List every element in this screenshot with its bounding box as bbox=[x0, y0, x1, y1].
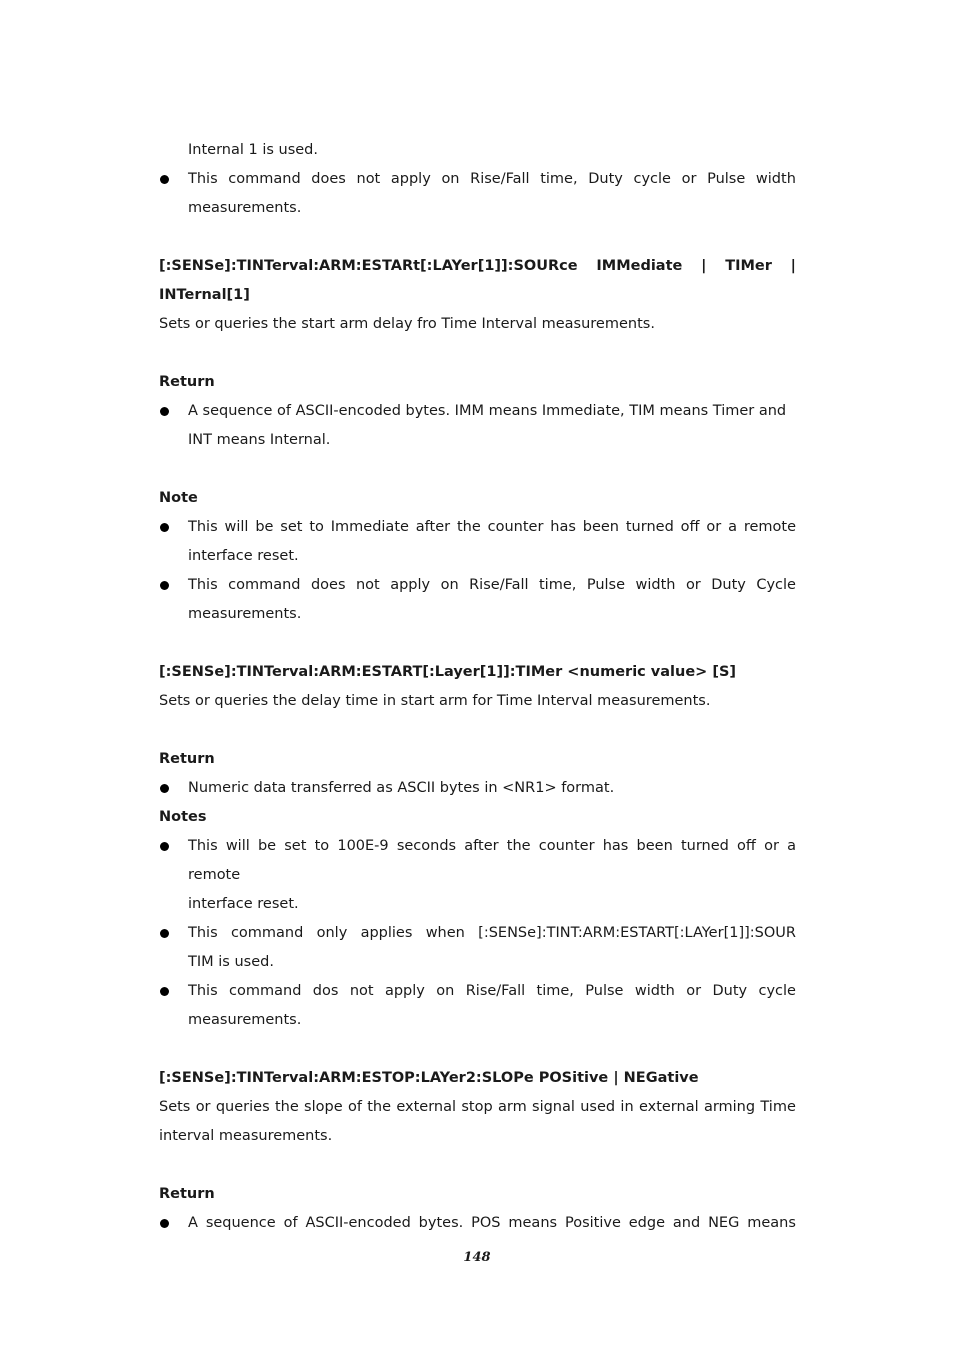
word: command bbox=[228, 577, 301, 593]
list-item bbox=[159, 571, 796, 629]
list-item-line: interface reset. bbox=[188, 548, 299, 564]
word: apply bbox=[390, 171, 431, 187]
word: not bbox=[349, 983, 374, 999]
word: Rise/Fall bbox=[470, 171, 530, 187]
justified-line bbox=[188, 571, 796, 600]
list-item bbox=[159, 774, 796, 803]
bullet-icon bbox=[160, 407, 169, 416]
list-item bbox=[159, 1209, 796, 1238]
word: time, bbox=[539, 577, 577, 593]
list-item bbox=[159, 165, 796, 223]
word: or bbox=[686, 983, 702, 999]
word: of bbox=[347, 1099, 362, 1115]
word: Duty bbox=[712, 983, 748, 999]
word: on bbox=[440, 577, 459, 593]
word: command bbox=[230, 925, 304, 941]
bullet-icon bbox=[160, 175, 169, 184]
list-item bbox=[159, 397, 796, 455]
word: Rise/Fall bbox=[465, 983, 526, 999]
word: not bbox=[356, 171, 381, 187]
section-heading: [:SENSe]:TINTerval:ARM:ESTOP:LAYer2:SLOPe POSitive | NEGative bbox=[159, 1070, 699, 1086]
list-item-line: measurements. bbox=[188, 200, 302, 216]
word: IMMediate bbox=[596, 258, 683, 274]
word: external bbox=[638, 1099, 699, 1115]
word: command bbox=[229, 983, 302, 999]
word: This bbox=[188, 925, 218, 941]
word: or bbox=[681, 171, 697, 187]
description-line: interval measurements. bbox=[159, 1128, 333, 1144]
word: set bbox=[280, 519, 303, 535]
word: This bbox=[188, 983, 218, 999]
list-item bbox=[159, 832, 796, 919]
section-heading bbox=[159, 252, 796, 310]
word: dos bbox=[312, 983, 339, 999]
section-description bbox=[159, 1093, 796, 1151]
word: or bbox=[685, 577, 701, 593]
bullet-icon bbox=[160, 842, 169, 851]
justified-line bbox=[159, 1093, 796, 1122]
word: arm bbox=[497, 1099, 527, 1115]
word: in bbox=[620, 1099, 634, 1115]
word: been bbox=[582, 519, 620, 535]
word: cycle bbox=[758, 983, 796, 999]
word: external bbox=[396, 1099, 457, 1115]
word: apply bbox=[390, 577, 431, 593]
word: a bbox=[728, 519, 737, 535]
word: signal bbox=[532, 1099, 575, 1115]
word: command bbox=[228, 171, 301, 187]
word: does bbox=[310, 577, 346, 593]
word: NEG bbox=[708, 1215, 740, 1231]
word: Pulse bbox=[586, 577, 626, 593]
word: | bbox=[790, 258, 796, 274]
page-number: 148 bbox=[463, 1250, 491, 1265]
intro-continuation: Internal 1 is used. bbox=[188, 142, 318, 158]
justified-line bbox=[188, 977, 796, 1006]
word: or bbox=[706, 519, 722, 535]
list-item-line: This will be set to 100E-9 seconds after the counter has been turned off or a remote bbox=[188, 838, 796, 883]
word: of bbox=[283, 1215, 298, 1231]
word: sequence bbox=[205, 1215, 276, 1231]
justified-line bbox=[188, 165, 796, 194]
list-item-line: A sequence of ASCII-encoded bytes. IMM means Immediate, TIM means Timer and bbox=[188, 403, 787, 419]
justified-line bbox=[188, 919, 796, 948]
note-label: Note bbox=[159, 490, 198, 506]
return-label: Return bbox=[159, 751, 215, 767]
word: does bbox=[311, 171, 346, 187]
word: [:SENSe]:TINT:ARM:ESTART[:LAYer[1]]:SOUR bbox=[478, 925, 796, 941]
list-item-line: TIM is used. bbox=[188, 954, 274, 970]
list-item-line: measurements. bbox=[188, 1012, 302, 1028]
bullet-icon bbox=[160, 581, 169, 590]
word: width bbox=[755, 171, 796, 187]
word: used bbox=[580, 1099, 616, 1115]
word: not bbox=[355, 577, 380, 593]
word: Time bbox=[760, 1099, 796, 1115]
bullet-icon bbox=[160, 523, 169, 532]
word: ASCII-encoded bbox=[305, 1215, 411, 1231]
bullet-icon bbox=[160, 1219, 169, 1228]
word: This bbox=[188, 519, 218, 535]
section-description: Sets or queries the start arm delay fro Time Interval measurements. bbox=[159, 316, 655, 332]
notes-label: Notes bbox=[159, 809, 207, 825]
word: counter bbox=[487, 519, 544, 535]
word: | bbox=[701, 258, 707, 274]
word: width bbox=[635, 577, 676, 593]
word: on bbox=[441, 171, 460, 187]
list-item-line: INT means Internal. bbox=[188, 432, 331, 448]
word: Duty bbox=[588, 171, 623, 187]
word: width bbox=[634, 983, 675, 999]
list-item-line: Numeric data transferred as ASCII bytes in <NR1> format. bbox=[188, 780, 615, 796]
word: or bbox=[195, 1099, 211, 1115]
list-item bbox=[159, 513, 796, 571]
word: Duty bbox=[711, 577, 746, 593]
word: be bbox=[255, 519, 274, 535]
word: cycle bbox=[633, 171, 671, 187]
list-item-line: interface reset. bbox=[188, 896, 299, 912]
word: when bbox=[425, 925, 465, 941]
section-heading: [:SENSe]:TINTerval:ARM:ESTART[:Layer[1]]:TIMer <numeric value> [S] bbox=[159, 664, 737, 680]
justified-line bbox=[188, 1209, 796, 1238]
justified-line bbox=[188, 513, 796, 542]
word: Sets bbox=[159, 1099, 191, 1115]
word: the bbox=[367, 1099, 392, 1115]
word: Cycle bbox=[756, 577, 796, 593]
list-item-line: measurements. bbox=[188, 606, 302, 622]
word: TIMer bbox=[725, 258, 772, 274]
word: time, bbox=[536, 983, 574, 999]
word: on bbox=[436, 983, 455, 999]
bullet-icon bbox=[160, 784, 169, 793]
word: Immediate bbox=[330, 519, 409, 535]
return-label: Return bbox=[159, 1186, 215, 1202]
word: POS bbox=[471, 1215, 501, 1231]
word: means bbox=[508, 1215, 558, 1231]
word: has bbox=[550, 519, 576, 535]
word: after bbox=[415, 519, 451, 535]
word: turned bbox=[625, 519, 674, 535]
document-page bbox=[159, 136, 796, 1238]
word: off bbox=[680, 519, 700, 535]
word: applies bbox=[360, 925, 413, 941]
word: This bbox=[188, 171, 218, 187]
word: bytes. bbox=[418, 1215, 464, 1231]
word: [:SENSe]:TINTerval:ARM:ESTARt[:LAYer[1]]:SOURce bbox=[159, 258, 578, 274]
return-label: Return bbox=[159, 374, 215, 390]
word: Rise/Fall bbox=[469, 577, 529, 593]
word: apply bbox=[384, 983, 425, 999]
word: Pulse bbox=[707, 171, 746, 187]
word: means bbox=[747, 1215, 796, 1231]
word: This bbox=[188, 577, 218, 593]
word: remote bbox=[743, 519, 796, 535]
word: stop bbox=[461, 1099, 493, 1115]
bullet-icon bbox=[160, 929, 169, 938]
word: Pulse bbox=[585, 983, 624, 999]
word: will bbox=[224, 519, 249, 535]
section-description: Sets or queries the delay time in start arm for Time Interval measurements. bbox=[159, 693, 711, 709]
word: only bbox=[316, 925, 348, 941]
heading-line bbox=[159, 252, 796, 281]
word: queries bbox=[215, 1099, 270, 1115]
heading-line: INTernal[1] bbox=[159, 287, 250, 303]
word: and bbox=[672, 1215, 701, 1231]
word: time, bbox=[540, 171, 578, 187]
list-item bbox=[159, 919, 796, 977]
word: A bbox=[188, 1215, 198, 1231]
word: to bbox=[309, 519, 324, 535]
word: the bbox=[456, 519, 481, 535]
word: arming bbox=[703, 1099, 756, 1115]
bullet-icon bbox=[160, 987, 169, 996]
list-item bbox=[159, 977, 796, 1035]
word: Positive bbox=[564, 1215, 621, 1231]
word: edge bbox=[628, 1215, 666, 1231]
word: the bbox=[274, 1099, 299, 1115]
word: slope bbox=[304, 1099, 343, 1115]
